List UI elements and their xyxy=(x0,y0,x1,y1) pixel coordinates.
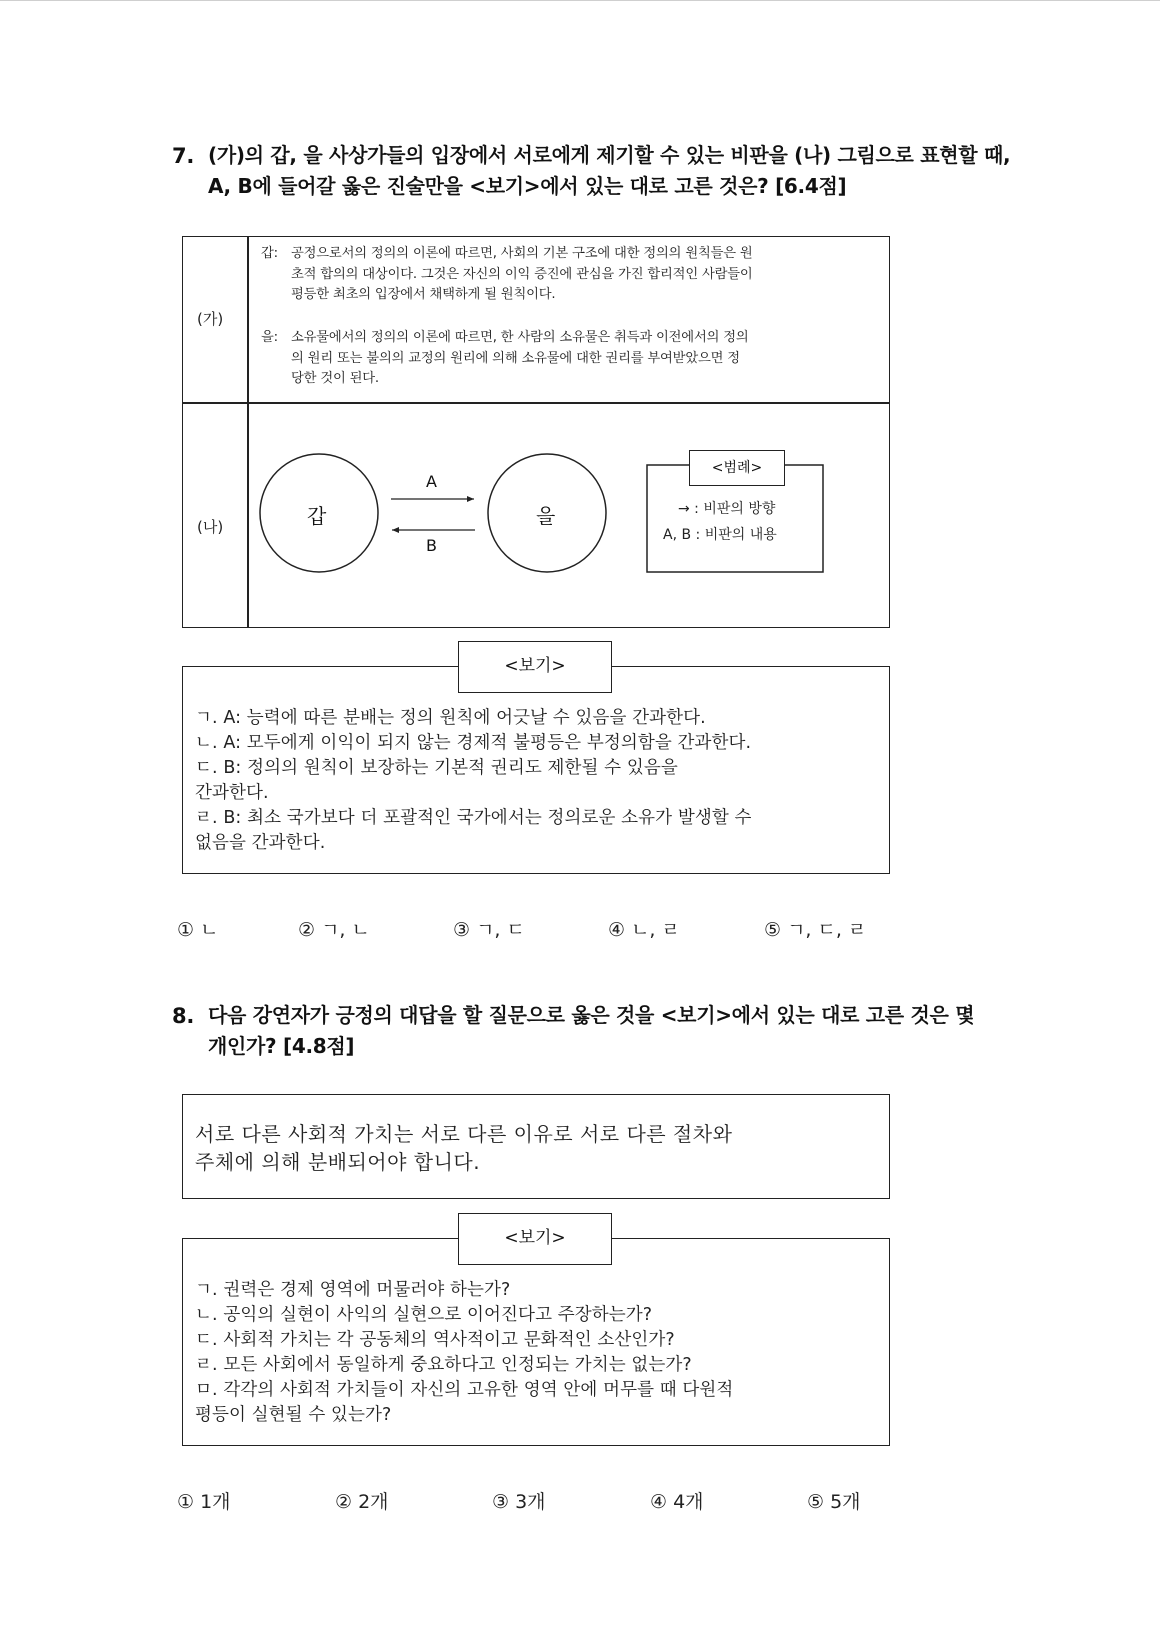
q8-choice-3[interactable]: ③ 3개 xyxy=(492,1491,546,1513)
arrow-b-label: B xyxy=(426,536,437,555)
q8-choice-1[interactable]: ① 1개 xyxy=(177,1491,231,1513)
q8-choice-4[interactable]: ④ 4개 xyxy=(650,1491,704,1513)
arrow-a-label: A xyxy=(426,472,437,491)
circle-eul-label: 을 xyxy=(536,504,556,528)
bogi-item: ㄱ. 권력은 경제 영역에 머물러야 하는가? xyxy=(195,1280,511,1300)
q8-stem xyxy=(208,1000,1108,1062)
legend-ab-meaning: A, B : 비판의 내용 xyxy=(663,527,777,543)
thinker-gap-line: 초적 합의의 대상이다. 그것은 자신의 이익 증진에 관심을 가진 합리적인 사람들이 xyxy=(291,266,753,282)
legend-arrow-meaning: → : 비판의 방향 xyxy=(678,501,776,517)
row-label-ga: (가) xyxy=(197,310,224,328)
bogi-item: ㄱ. A: 능력에 따른 분배는 정의 원칙에 어긋날 수 있음을 간과한다. xyxy=(195,708,706,728)
bogi-item: 평등이 실현될 수 있는가? xyxy=(195,1405,392,1425)
q8-number: 8. xyxy=(172,1004,195,1028)
q7-number: 7. xyxy=(172,144,195,168)
thinker-eul-statement xyxy=(261,328,881,390)
thinker-eul-line: 당한 것이 된다. xyxy=(291,371,379,386)
bogi-item: ㄴ. 공익의 실현이 사익의 실현으로 이어진다고 주장하는가? xyxy=(195,1305,653,1325)
q8-bogi-list xyxy=(195,1278,885,1428)
q8-choice-2[interactable]: ② 2개 xyxy=(335,1491,389,1513)
q8-stem-line1: 다음 강연자가 긍정의 대답을 할 질문으로 옳은 것을 <보기>에서 있는 대로 고른 것은 몇 xyxy=(208,1003,975,1027)
quote-line: 주체에 의해 분배되어야 합니다. xyxy=(195,1150,481,1174)
thinker-eul-line: 소유물에서의 정의의 이론에 따르면, 한 사람의 소유물은 취득과 이전에서의 정의 xyxy=(291,330,749,345)
q7-stem-line1: (가)의 갑, 을 사상가들의 입장에서 서로에게 제기할 수 있는 비판을 (나) 그림으로 표현할 때, xyxy=(208,143,1011,167)
bogi-item: ㄹ. B: 최소 국가보다 더 포괄적인 국가에서는 정의로운 소유가 발생할 수 xyxy=(195,808,752,828)
bogi-item: ㄴ. A: 모두에게 이익이 되지 않는 경제적 불평등은 부정의함을 간과한다. xyxy=(195,733,752,753)
bogi-item: ㅁ. 각각의 사회적 가치들이 자신의 고유한 영역 안에 머무를 때 다원적 xyxy=(195,1380,734,1400)
bogi-item: ㄷ. B: 정의의 원칙이 보장하는 기본적 권리도 제한될 수 있음을 xyxy=(195,758,678,778)
thinker-eul-line: 의 원리 또는 불의의 교정의 원리에 의해 소유물에 대한 권리를 부여받았으면 정 xyxy=(291,350,740,366)
q7-choice-4[interactable]: ④ ㄴ, ㄹ xyxy=(608,919,680,941)
bogi-item: ㄷ. 사회적 가치는 각 공동체의 역사적이고 문화적인 소산인가? xyxy=(195,1330,675,1350)
thinker-gap-head: 갑: xyxy=(261,246,278,261)
q8-choice-5[interactable]: ⑤ 5개 xyxy=(807,1491,861,1513)
q8-bogi-title: <보기> xyxy=(458,1213,612,1265)
thinker-eul-head: 을: xyxy=(261,330,278,345)
criticism-diagram xyxy=(248,403,889,627)
q7-bogi-list xyxy=(195,706,885,856)
row-label-na: (나) xyxy=(197,518,224,536)
q8-stem-line2: 개인가? [4.8점] xyxy=(208,1034,355,1058)
quote-line: 서로 다른 사회적 가치는 서로 다른 이유로 서로 다른 절차와 xyxy=(195,1122,733,1146)
thinker-gap-line: 공정으로서의 정의의 이론에 따르면, 사회의 기본 구조에 대한 정의의 원칙들은 원 xyxy=(291,246,753,261)
q7-choice-1[interactable]: ① ㄴ xyxy=(177,919,219,941)
page-top-border xyxy=(0,0,1160,1)
q7-stem-line2: A, B에 들어갈 옳은 진술만을 <보기>에서 있는 대로 고른 것은? [6.4점] xyxy=(208,174,847,198)
lecturer-quote xyxy=(195,1120,885,1176)
bogi-item: ㄹ. 모든 사회에서 동일하게 중요하다고 인정되는 가치는 없는가? xyxy=(195,1355,692,1375)
q7-choice-2[interactable]: ② ㄱ, ㄴ xyxy=(298,919,370,941)
bogi-item: 없음을 간과한다. xyxy=(195,833,326,853)
q7-stem xyxy=(208,140,1108,202)
thinker-gap-statement xyxy=(261,244,881,306)
circle-gap-label: 갑 xyxy=(307,504,327,528)
q7-choice-3[interactable]: ③ ㄱ, ㄷ xyxy=(453,919,525,941)
legend-title: <범례> xyxy=(689,450,785,486)
q7-bogi-title: <보기> xyxy=(458,641,612,693)
thinker-gap-line: 평등한 최초의 입장에서 채택하게 될 원칙이다. xyxy=(291,287,556,302)
bogi-item: 간과한다. xyxy=(195,783,269,803)
q7-choice-5[interactable]: ⑤ ㄱ, ㄷ, ㄹ xyxy=(764,919,867,941)
